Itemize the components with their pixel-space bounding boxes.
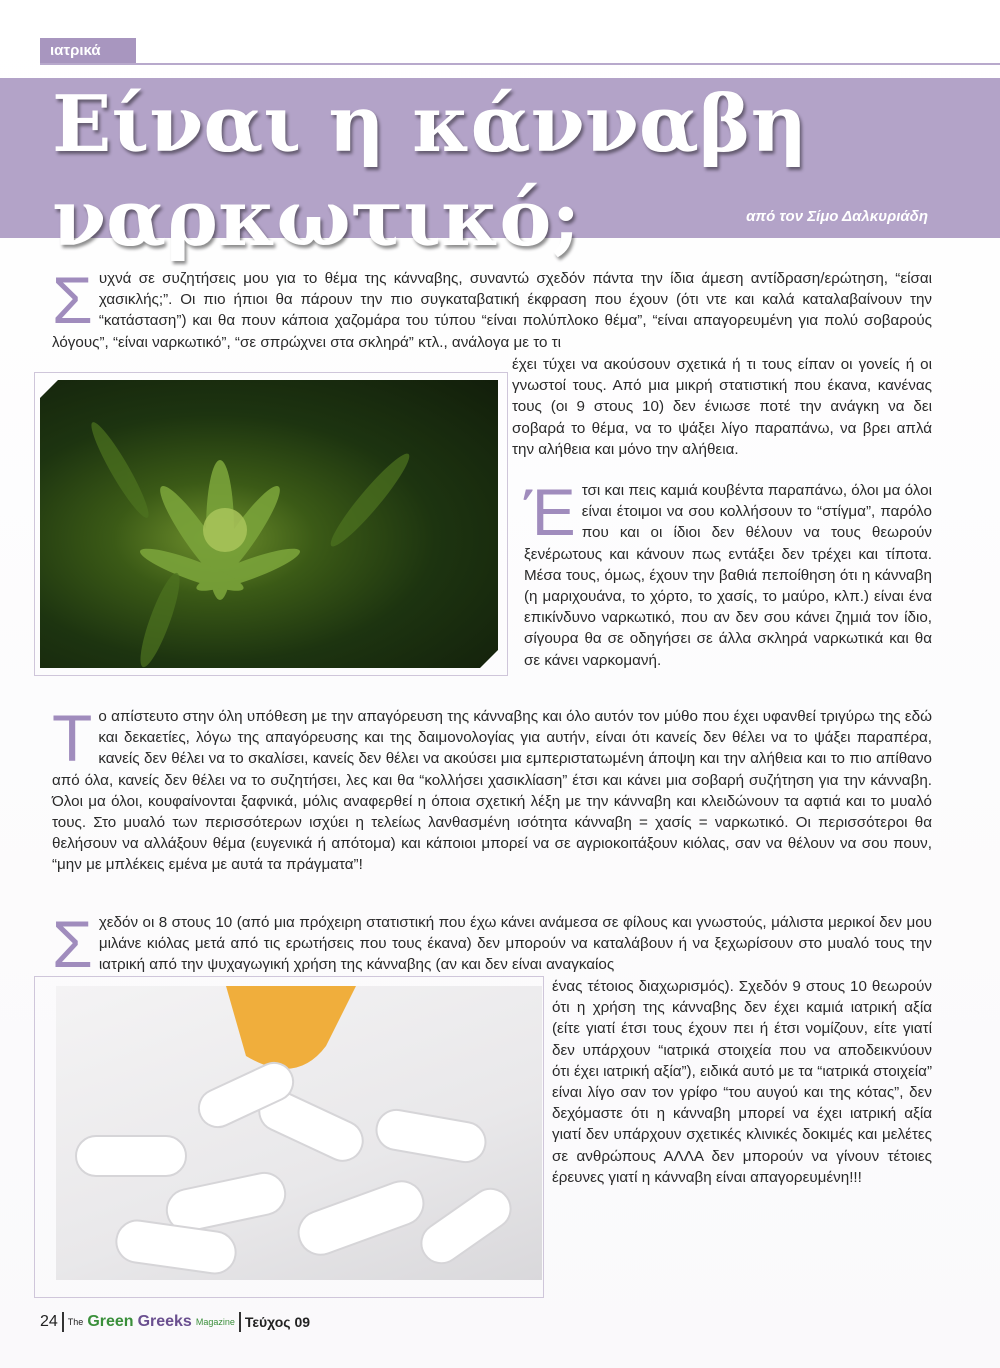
paragraph-4 bbox=[52, 701, 932, 876]
byline: από τον Σίμο Δαλκυριάδη bbox=[746, 208, 928, 225]
dropcap: Τ bbox=[52, 701, 93, 775]
paragraph-text: τσι και πεις καμιά κουβέντα παραπάνω, όλοι μα όλοι είναι έτοιμοι να σου κολλήσουν το “στίγμα”, παρόλο που και οι ίδιοι δεν θέλουν να τους θεωρούν ξενέρωτους και κάνουν πως εντάξει δεν τρέχει και τίποτα. Μέσα τους, όμως, έχουν την βαθιά πεποίθηση ότι η κάνναβη (η μαριχουάνα, το χόρτο, το χασίς, το μαύρο, κλπ.) είναι ένα επικίνδυνο ναρκωτικό, που αν δεν σου κάνει ζημιά τον ίδιο, σίγουρα θα σε οδηγήσει σε άλλα σκληρά ναρκωτικά και θα σε κάνει ναρκομανή. bbox=[524, 482, 932, 669]
page-footer bbox=[40, 1310, 310, 1334]
section-tag: ιατρικά bbox=[40, 38, 136, 64]
cannabis-plant-photo bbox=[40, 380, 498, 668]
page-number: 24 bbox=[40, 1313, 58, 1330]
paragraph-text: ο απίστευτο στην όλη υπόθεση με την απαγόρευση της κάνναβης και όλο αυτόν τον μύθο που έχει υφανθεί τριγύρω της εδώ και δεκαετίες, λόγω της απαγόρευσης και της δαιμονολογίας για αυτήν, είναι ότι κανείς δεν θέλει να το ψάξει παραπέρα, κανείς δεν θέλει να το σκαλίσει, κανείς δεν θέλει να ακούσει μια εμπεριστατωμένη άποψη και την αλήθεια και το πιο απίθανο από όλα, κανείς δεν θέλει να το συζητήσει, λες και θα “κολλήσει χασικλίαση” έτσι και κάνει μια σοβαρή συζήτηση για την κάνναβη. Όλοι μα όλοι, κουφαίνονται ξαφνικά, μόλις αναφερθεί η όποια σχετική λέξη με την κάνναβη και κλειδώνουν τα αφτιά και το μυαλό τους. Στο μυαλό των περισσότερων ισχύει η τελείως λανθασμένη ισότητα κάνναβη = χασίς = ναρκωτικό. Οι περισσότεροι θα θελήσουν να αλλάξουν θέμα (ευγενικά ή απότομα) και κάποιοι μπορεί να σε αγριοκοιτάξουν κιόλας, σαν να θέλουν να σου πουν, “μην με μπλέκεις εμένα με αυτά τα πράγματα”! bbox=[52, 708, 932, 874]
paragraph-text: υχνά σε συζητήσεις μου για το θέμα της κάνναβης, συναντώ σχεδόν πάντα την ίδια άμεση αντίδραση/ερώτηση, “είσαι χασικλής;”. Οι πιο ήπιοι θα πάρουν την πιο συγκαταβατική έκφραση που έχουν (ότι ντε και καλά καταλαβαίνουν την “κατάσταση”) και θα πουν κάποια χαζομάρα του τύπου “είναι πολύπλοκο θέμα”, “είναι απαγορευμένη για πολύ σοβαρούς λόγους”, “είναι ναρκωτικό”, “σε σπρώχνει στα σκληρά” κτλ., ανάλογα με το τι bbox=[52, 270, 932, 351]
brand-greeks: Greeks bbox=[137, 1313, 192, 1330]
issue-label: Τεύχος 09 bbox=[244, 1314, 311, 1330]
divider bbox=[239, 1312, 241, 1332]
paragraph-2 bbox=[512, 354, 932, 460]
paragraph-1 bbox=[52, 263, 932, 353]
dropcap: Έ bbox=[524, 475, 576, 549]
brand-green: Green bbox=[87, 1313, 134, 1330]
dropcap: Σ bbox=[52, 263, 93, 337]
paragraph-text: χεδόν οι 8 στους 10 (από μια πρόχειρη στατιστική που έχω κάνει ανάμεσα σε φίλους και γνωστούς, μάλιστα μερικοί δεν μου μιλάνε κιόλας μετά από τις ερωτήσεις που τους έκανα) δεν μπορούν να καταλάβουν ή να ξεχωρίσουν στο μυαλό τους την ιατρική από την ψυχαγωγική χρήση της κάνναβης (αν και δεν είναι αναγκαίος bbox=[98, 914, 932, 974]
pills-photo bbox=[56, 986, 542, 1280]
paragraph-3 bbox=[524, 475, 932, 671]
paragraph-5 bbox=[52, 907, 932, 981]
brand-magazine: Magazine bbox=[195, 1317, 235, 1327]
pills-icon bbox=[56, 986, 542, 1280]
paragraph-text: ένας τέτοιος διαχωρισμός). Σχεδόν 9 στους 10 θεωρούν ότι η χρήση της κάνναβης δεν έχει καμιά ιατρική αξία (είτε γιατί έτσι τους έχουν πει ή έτσι νομίζουν, είτε γιατί δεν υπάρχουν “ιατρικά στοιχεία που να αποδεικνύουν ότι έχει ιατρική αξία”), ειδικά αυτό με τα “ιατρικά στοιχεία” είναι λίγο σαν τον γρίφο “του αυγού και της κότας”, δεν δεχόμαστε ότι η κάνναβη μπορεί να έχει ιατρική αξία γιατί δεν υπάρχουν σχετικές κλινικές δοκιμές και μελέτες σε ανθρώπους ΑΛΛΑ δεν μπορούν να γίνουν τέτοιες έρευνες γιατί η κάνναβη είναι απαγορευμένη!!! bbox=[552, 978, 932, 1186]
section-rule bbox=[40, 63, 1000, 65]
divider bbox=[62, 1312, 64, 1332]
dropcap: Σ bbox=[52, 907, 93, 981]
paragraph-6 bbox=[552, 976, 932, 1188]
cannabis-leaf-icon bbox=[40, 380, 498, 668]
article-title: Είναι η κάνναβη ναρκωτικό; bbox=[52, 79, 808, 264]
paragraph-text: έχει τύχει να ακούσουν σχετικά ή τι τους είπαν οι γονείς ή οι γνωστοί τους. Από μια μικρή στατιστική που έκανα, κανένας τους (οι 9 στους 10) δεν ένιωσε ποτέ την ανάγκη να δει σοβαρά το θέμα, να το ψάξει λίγο παραπάνω, να βρει απλά την αλήθεια και μόνο την αλήθεια. bbox=[512, 356, 932, 458]
brand-the: The bbox=[67, 1317, 84, 1327]
